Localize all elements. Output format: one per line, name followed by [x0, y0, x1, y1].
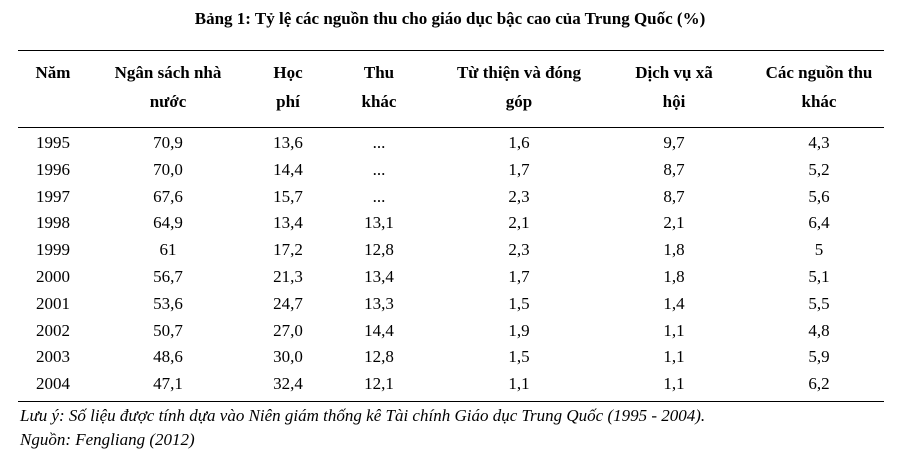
header-year [18, 58, 88, 87]
table-row [0, 210, 900, 237]
table-cell: 13,4 [364, 266, 394, 286]
header-line: hội [662, 92, 686, 111]
table-row [0, 157, 900, 184]
table-cell: 2001 [36, 293, 70, 313]
table-body [0, 130, 900, 398]
table-title: Bảng 1: Tỷ lệ các nguồn thu cho giáo dục bậc cao của Trung Quốc (%) [194, 9, 706, 28]
top-rule [18, 50, 884, 51]
table-cell: 1,1 [663, 320, 685, 340]
table-cell: 1,5 [508, 347, 530, 367]
table-cell: 12,8 [364, 347, 394, 367]
table-cell: 5,6 [808, 186, 830, 206]
table-cell: 4,8 [808, 320, 830, 340]
table-cell: ... [372, 159, 386, 179]
table-cell: 1,1 [508, 374, 530, 394]
table-cell: ... [372, 133, 386, 152]
table-cell: 13,1 [364, 213, 394, 233]
table-cell: 2000 [36, 266, 70, 286]
table-cell: 61 [159, 240, 177, 260]
table-row [0, 344, 900, 371]
table-cell: 1998 [36, 213, 70, 233]
table-cell: 8,7 [663, 186, 685, 206]
table-cell: 15,7 [273, 186, 303, 206]
table-cell: 1,9 [508, 320, 530, 340]
table-cell: 1,5 [508, 293, 530, 313]
table-cell: 13,6 [273, 133, 303, 152]
header-charity-donations [436, 58, 602, 116]
header-line: phí [276, 92, 300, 111]
table-cell: 13,4 [273, 213, 303, 233]
table-cell: 2,1 [663, 213, 685, 233]
table-cell: 32,4 [273, 374, 303, 394]
header-line: Các nguồn thu [765, 63, 873, 82]
table-cell: 2,1 [508, 213, 530, 233]
table-cell: 27,0 [273, 320, 303, 340]
table-cell: 2,3 [508, 186, 530, 206]
bottom-rule [18, 401, 884, 402]
table-cell: 48,6 [153, 347, 183, 367]
table-cell: 6,2 [808, 374, 830, 394]
header-line: nước [149, 92, 187, 111]
table-row [0, 184, 900, 211]
table-cell: 17,2 [273, 240, 303, 260]
table-cell: 56,7 [153, 266, 183, 286]
table-cell: 4,3 [808, 133, 830, 152]
header-line: khác [801, 92, 837, 111]
table-cell: 5,5 [808, 293, 830, 313]
table-cell: 5,1 [808, 266, 830, 286]
header-line: góp [505, 92, 533, 111]
table-cell: 12,8 [364, 240, 394, 260]
table-cell: 14,4 [273, 159, 303, 179]
table-row [0, 130, 900, 157]
table-cell: 67,6 [153, 186, 183, 206]
header-line: Học [273, 63, 303, 82]
table-cell: 5,2 [808, 159, 830, 179]
header-line: Dịch vụ xã [635, 63, 713, 82]
table-header [0, 58, 900, 118]
table-cell: 64,9 [153, 213, 183, 233]
table-cell: 1,4 [663, 293, 685, 313]
table-cell: 14,4 [364, 320, 394, 340]
table-cell: 8,7 [663, 159, 685, 179]
table-row [0, 237, 900, 264]
table-cell: 6,4 [808, 213, 830, 233]
header-line: Ngân sách nhà [114, 63, 222, 82]
header-line: Từ thiện và đóng [456, 63, 582, 82]
table-source: Nguồn: Fengliang (2012) [20, 430, 195, 449]
table-cell: 1,7 [508, 159, 530, 179]
table-cell: 5,9 [808, 347, 830, 367]
header-line: Năm [35, 63, 71, 82]
table-cell: 50,7 [153, 320, 183, 340]
table-cell: 13,3 [364, 293, 394, 313]
table-note: Lưu ý: Số liệu được tính dựa vào Niên giám thống kê Tài chính Giáo dục Trung Quốc (1995 - 2004). [20, 406, 706, 425]
table-cell: 1,6 [508, 133, 530, 152]
table-cell: ... [372, 186, 386, 206]
table-cell: 2004 [36, 374, 70, 394]
table-cell: 2002 [36, 320, 70, 340]
table-cell: 1,8 [663, 240, 685, 260]
table-cell: 21,3 [273, 266, 303, 286]
header-social-services [618, 58, 730, 116]
table-row [0, 371, 900, 398]
table-cell: 70,0 [153, 159, 183, 179]
table-cell: 2,3 [508, 240, 530, 260]
table-cell: 1,1 [663, 374, 685, 394]
header-line: khác [361, 92, 397, 111]
table-cell: 30,0 [273, 347, 303, 367]
header-tuition [258, 58, 318, 116]
table-cell: 1,1 [663, 347, 685, 367]
table-cell: 12,1 [364, 374, 394, 394]
table-cell: 47,1 [153, 374, 183, 394]
table-row [0, 291, 900, 318]
table-cell: 9,7 [663, 133, 685, 152]
table-cell: 53,6 [153, 293, 183, 313]
table-cell: 2003 [36, 347, 70, 367]
table-cell: 70,9 [153, 133, 183, 152]
table-cell: 1,8 [663, 266, 685, 286]
header-other-revenue [348, 58, 410, 116]
header-rule [18, 127, 884, 128]
table-cell: 1995 [36, 133, 70, 152]
header-other-sources [754, 58, 884, 116]
header-state-budget [100, 58, 236, 116]
table-cell: 24,7 [273, 293, 303, 313]
table-cell: 1999 [36, 240, 70, 260]
table-cell: 1996 [36, 159, 70, 179]
table-cell: 1997 [36, 186, 70, 206]
header-line: Thu [363, 63, 395, 82]
table-row [0, 264, 900, 291]
table-cell: 5 [814, 240, 824, 260]
table-row [0, 318, 900, 345]
table-cell: 1,7 [508, 266, 530, 286]
